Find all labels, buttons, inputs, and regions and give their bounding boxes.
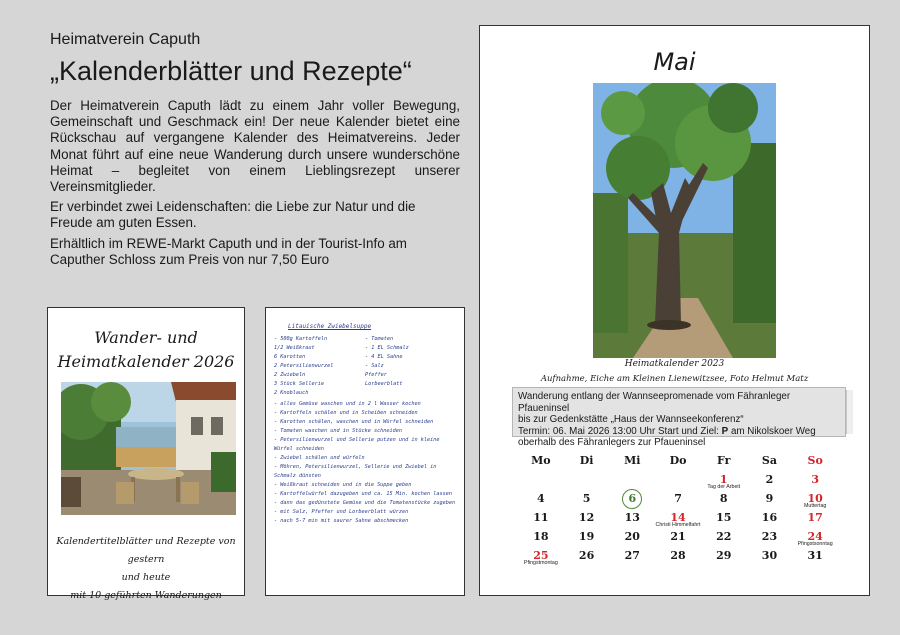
calendar-week <box>518 492 838 511</box>
calendar-day-21: 21 <box>670 530 686 543</box>
ingredient: 1/2 Weißkraut <box>274 345 315 351</box>
calendar-day-29: 29 <box>716 549 732 562</box>
calendar-day-8: 8 <box>719 492 728 505</box>
ingredient: Pfeffer <box>365 372 387 378</box>
weekday-so: So <box>807 454 823 467</box>
holiday-note: Pfingstsonntag <box>797 541 833 547</box>
holiday-note: Christi Himmelfahrt <box>655 522 701 528</box>
weekday-sa: Sa <box>761 454 777 467</box>
hike-line-3 <box>518 426 840 438</box>
ingredient: 2 Knoblauch <box>274 390 309 396</box>
calendar-day-empty <box>518 473 564 492</box>
calendar-page-may <box>479 25 870 596</box>
calendar-day-23: 23 <box>761 530 778 543</box>
calendar-week <box>518 530 838 549</box>
ingredient: - Salz <box>365 363 384 369</box>
calendar-day-9: 9 <box>765 492 774 505</box>
calendar-day-30: 30 <box>761 549 778 562</box>
recipe-step: - Kartoffeln schälen und in Scheiben schneiden <box>274 410 418 416</box>
ingredient: Lorbeerblatt <box>365 381 403 387</box>
calendar-day-20: 20 <box>624 530 640 543</box>
calendar-day-1: 1 Tag der Arbeit <box>701 473 747 492</box>
calendar-day-4: 4 <box>537 492 545 505</box>
holiday-note: Muttertag <box>803 503 827 509</box>
calendar-day-11: 11 <box>533 511 549 524</box>
calendar-grid <box>518 454 838 568</box>
hike-line-1: Wanderung entlang der Wannseepromenade vom Fähranleger Pfaueninsel <box>518 391 791 414</box>
recipe-step: - Petersilienwurzel und Sellerie putzen und in kleine Würfel schneiden <box>274 437 440 452</box>
cover-subtitle-line-3: mit 10 geführten Wanderungen <box>70 590 222 601</box>
recipe-steps <box>274 400 456 526</box>
ingredient: - 4 EL Sahne <box>365 354 403 360</box>
weekday-mo: Mo <box>531 454 551 467</box>
weekday-di: Di <box>579 454 594 467</box>
calendar-day-7: 7 <box>674 492 682 505</box>
weekday-fr: Fr <box>717 454 731 467</box>
calendar-cover <box>47 307 245 601</box>
holiday-note: Pfingstmontag <box>523 560 558 566</box>
recipe-step: - dann das gedünstete Gemüse und die Tomatenstücke zugeben <box>274 500 456 506</box>
calendar-day-empty <box>564 473 610 492</box>
month-title: Mai <box>653 48 696 76</box>
calendar-day-27: 27 <box>624 549 640 562</box>
calendar-day-26: 26 <box>578 549 595 562</box>
hike-info-box <box>512 387 846 448</box>
calendar-day-10: 10 Muttertag <box>792 492 838 511</box>
page-title: „Kalenderblätter und Rezepte“ <box>50 56 412 86</box>
organization-name: Heimatverein Caputh <box>50 31 201 48</box>
ingredient: - 500g Kartoffeln <box>274 336 328 342</box>
holiday-note: Tag der Arbeit <box>707 484 741 490</box>
cover-title-line-2: Heimatkalender 2026 <box>57 352 235 371</box>
intro-paragraph-2: Er verbindet zwei Leidenschaften: die Liebe zur Natur und die Freude am guten Essen. <box>50 199 416 231</box>
calendar-week <box>518 473 838 492</box>
calendar-day-19: 19 <box>578 530 595 543</box>
calendar-day-14: 14 Christi Himmelfahrt <box>655 511 701 530</box>
calendar-day-13: 13 <box>624 511 640 524</box>
recipe-step: - Kartoffelwürfel dazugeben und ca. 15 Min. kochen lassen <box>274 491 453 497</box>
oak-tree-photo <box>593 83 776 358</box>
ingredient: 2 Petersilienwurzel <box>274 363 334 369</box>
weekday-mi: Mi <box>624 454 641 467</box>
recipe-step: - Karotten schälen, waschen und in Würfel schneiden <box>274 419 434 425</box>
calendar-day-31: 31 <box>807 549 823 562</box>
intro-paragraph-1: Der Heimatverein Caputh lädt zu einem Jahr voller Bewegung, Gemeinschaft und Geschmack ein! Der neue Kalender bietet eine Rückschau auf vergangene Kalender des Heimatvereins. Jeder Monat führt auf eine neue Wanderung durch unsere wunderschöne Heimat – begleitet von einem Lieblingsrezept unserer Vereinsmitglieder. <box>50 98 460 195</box>
calendar-week <box>518 511 838 530</box>
recipe-step: - Weißkraut schneiden und in die Suppe geben <box>274 482 412 488</box>
weekday-do: Do <box>669 454 687 467</box>
intro-paragraph-3: Erhältlich im REWE-Markt Caputh und in der Tourist-Info am Caputher Schloss zum Preis von nur 7,50 Euro <box>50 235 407 267</box>
calendar-day-15: 15 <box>716 511 732 524</box>
recipe-step: - Zwiebel schälen und würfeln <box>274 455 365 461</box>
cover-title <box>48 326 244 374</box>
recipe-step: - nach 5-7 min mit saurer Sahne abschmecken <box>274 518 409 524</box>
intro-text <box>50 98 460 272</box>
calendar-week <box>518 549 838 568</box>
ingredient: 2 Zwiebeln <box>274 372 306 378</box>
calendar-day-25: 25 Pfingstmontag <box>518 549 564 568</box>
hike-line-4: oberhalb des Fähranlegers zur Pfaueninsel <box>518 437 706 448</box>
ingredient: - 1 EL Schmalz <box>365 345 409 351</box>
ingredient: - Tomaten <box>365 336 394 342</box>
recipe-page <box>265 307 465 596</box>
calendar-day-6 <box>609 492 655 511</box>
ingredients-left <box>274 335 365 398</box>
cover-photo <box>61 382 236 515</box>
calendar-day-12: 12 <box>578 511 595 524</box>
calendar-day-28: 28 <box>670 549 686 562</box>
calendar-day-5: 5 <box>582 492 591 505</box>
cover-subtitle-line-1: Kalendertitelblätter und Rezepte von gestern <box>56 536 236 565</box>
recipe-step: - Tomaten waschen und in Stücke schneiden <box>274 428 403 434</box>
calendar-day-17: 17 <box>807 511 823 524</box>
weekday-header <box>518 454 838 473</box>
recipe-step: - alles Gemüse waschen und in 2 l Wasser kochen <box>274 401 421 407</box>
recipe-title: Litauische Zwiebelsuppe <box>288 323 372 330</box>
hike-day-circle: 6 <box>622 489 642 509</box>
calendar-day-3: 3 <box>811 473 819 486</box>
calendar-day-16: 16 <box>761 511 778 524</box>
hike-date: Termin: 06. Mai 2026 13:00 Uhr Start und Ziel: <box>518 425 722 437</box>
ingredients-right <box>365 335 456 398</box>
recipe-ingredients <box>274 335 456 398</box>
cover-title-line-1: Wander- und <box>94 328 198 347</box>
cover-subtitle-line-2: und heute <box>121 572 171 583</box>
calendar-day-22: 22 <box>716 530 732 543</box>
recipe-step: - mit Salz, Pfeffer und Lorbeerblatt würzen <box>274 509 409 515</box>
photo-caption-credit: Aufnahme, Eiche am Kleinen Lienewitzsee, Foto Helmut Matz <box>540 374 809 384</box>
recipe-step: - Möhren, Petersilienwurzel, Sellerie und Zwiebel in Schmalz dünsten <box>274 464 437 479</box>
hike-line-2: bis zur Gedenkstätte „Haus der Wannseekonferenz“ <box>518 414 744 425</box>
calendar-day-18: 18 <box>533 530 549 543</box>
ingredient: 3 Stück Sellerie <box>274 381 324 387</box>
hike-start-location: am Nikolskoer Weg <box>728 425 816 437</box>
calendar-day-2: 2 <box>765 473 774 486</box>
parking-marker: P <box>721 425 729 437</box>
ingredient: 6 Karotten <box>274 354 306 360</box>
cover-subtitle <box>48 533 244 605</box>
photo-caption-title: Heimatkalender 2023 <box>624 359 725 369</box>
calendar-day-24: 24 Pfingstsonntag <box>792 530 838 549</box>
